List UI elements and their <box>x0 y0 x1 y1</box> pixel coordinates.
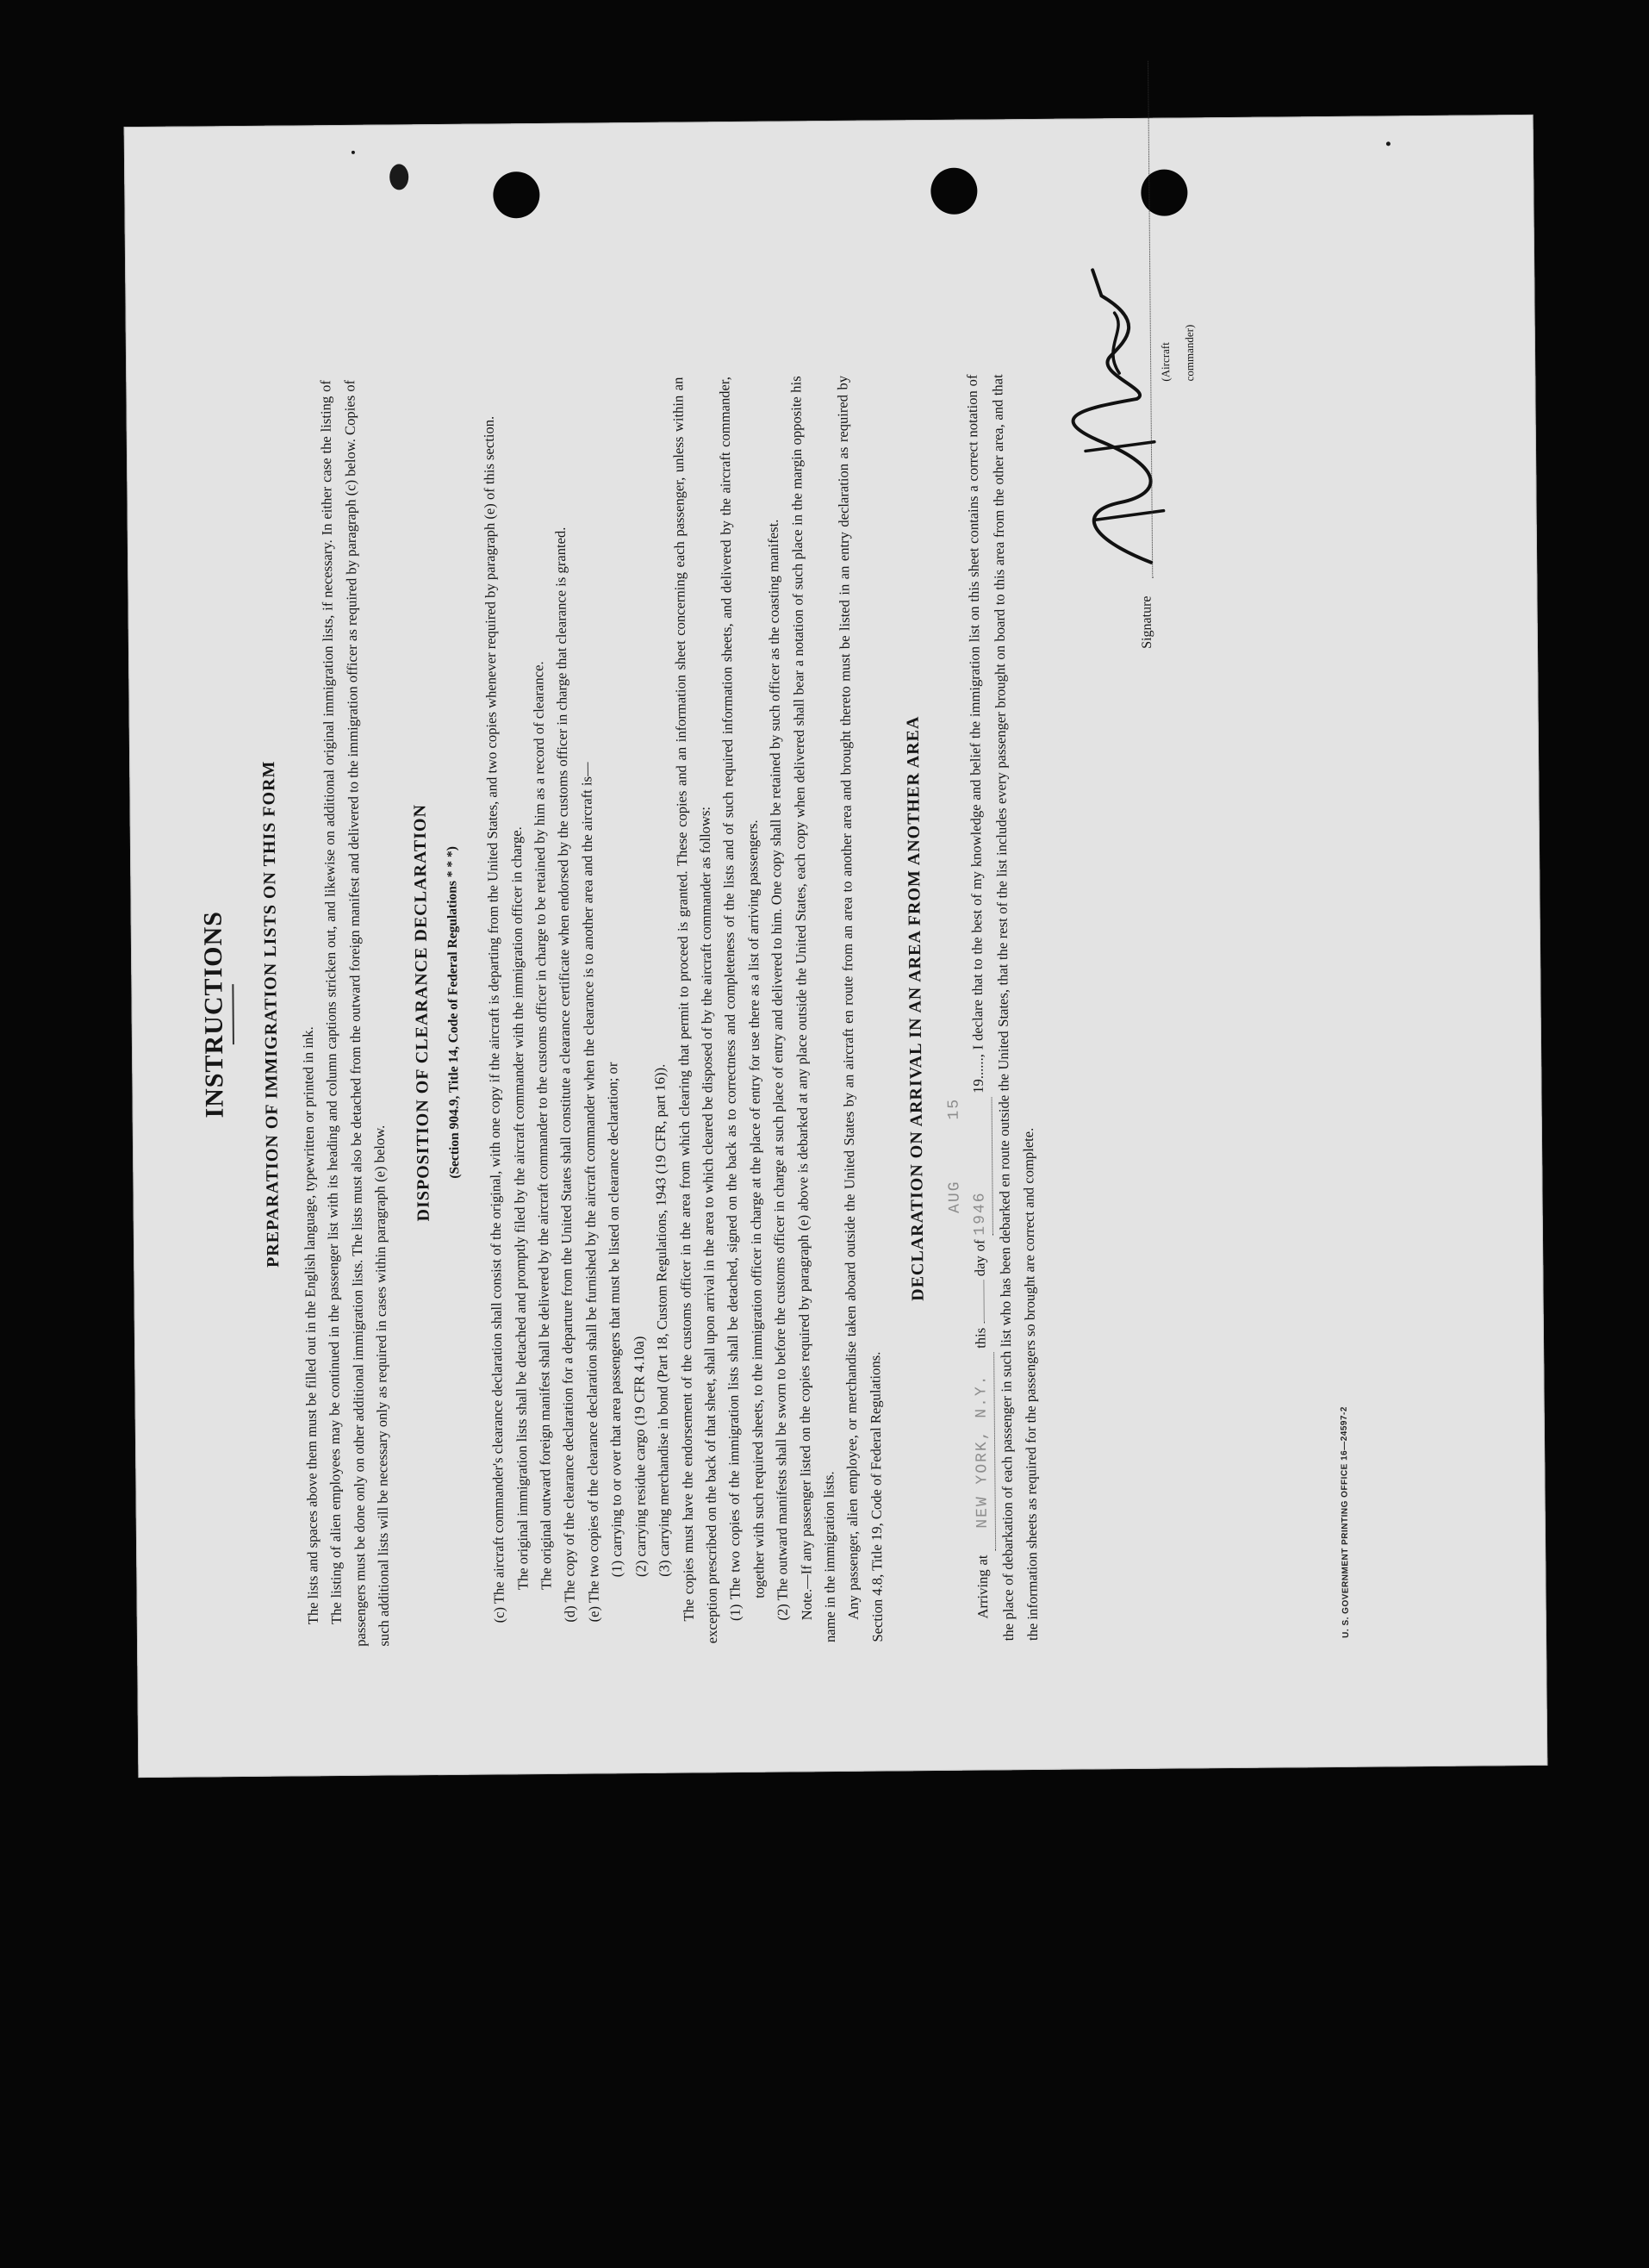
declaration-text: I declare that to the best of my knowledge and belief the immigration list on this sheet contains a correct notation of the place of debarkation of each passenger in such list who has been debarked en route outside the United States, that the rest of the list includes every passenger brought on board to this area from the other area, and that the information sheets as required for the passengers so brought are correct and complete. <box>963 374 1041 1642</box>
signature-label: Signature <box>1139 595 1155 649</box>
signature-caption: (Aircraft commander) <box>1159 324 1196 382</box>
clearance-para-c1: The original immigration lists shall be detached and promptly filed by the aircraft commander with the immigration officer in charge. <box>507 826 532 1591</box>
prep-paragraph-2: The listing of alien employees may be continued in the passenger list with its heading and column captions stricken out, and likewise on additional original immigration lists, if necessary. In either case the listing of passengers must be done only on other additional immigration lists. The lists must also be detached from the outward foreign manifest and delivered to the immigration officer as required by paragraph (c) below. Copies of such additional lists will be necessary only as required in cases within paragraph (e) below. <box>317 379 393 1647</box>
clearance-item-e2: (2) carrying residue cargo (19 CFR 4.10a) <box>630 1336 650 1578</box>
signature-block <box>1067 324 1196 1640</box>
day-field <box>983 1280 984 1324</box>
year-label: 19......, <box>969 1054 986 1094</box>
title-rule <box>233 984 235 1044</box>
handwritten-signature <box>1067 261 1173 572</box>
clearance-numbered-2: (2) The outward manifests shall be sworn to before the customs officer in charge at such place of entry and delivered to him. One copy shall be retained by such officer as the coasting manifest. <box>764 519 791 1621</box>
clearance-para-d: (d) The copy of the clearance declaration for a departure from the United States shall constitute a clearance certificate when endorsed by the customs officer in charge that clearance is granted. <box>552 526 579 1623</box>
arrival-heading: DECLARATION ON ARRIVAL IN AN AREA FROM ANOTHER AREA <box>903 715 928 1301</box>
arrival-declaration <box>935 374 1044 1642</box>
clearance-para-c: (c) The aircraft commander's clearance declaration shall consist of the original, with one copy if the aircraft is departing from the United States, and two copies whenever required by paragraph (e) of this section. <box>480 415 508 1623</box>
scanned-form-page <box>124 115 1548 1778</box>
printing-office-imprint: U. S. GOVERNMENT PRINTING OFFICE 16—24597-2 <box>1339 1406 1352 1638</box>
arrival-place-field <box>968 1353 996 1551</box>
clearance-item-e1: (1) carrying to or over that area passengers that must be listed on clearance declaration; or <box>604 1062 625 1578</box>
prep-heading: PREPARATION OF IMMIGRATION LISTS ON THIS FORM <box>259 760 283 1268</box>
page-title: INSTRUCTIONS <box>198 910 229 1118</box>
clearance-numbered-1: (1) The two copies of the immigration lists shall be detached, signed on the back as to correctness and completeness of the lists and of such required information sheets, and delivered by the aircraft commander, together with such required sheets, to the immigration officer in charge at the place of entry for use there as a list of arriving passengers. <box>716 377 768 1622</box>
clearance-item-e3: (3) carrying merchandise in bond (Part 18, Custom Regulations, 1943 (19 CFR, part 16)). <box>651 1063 673 1577</box>
clearance-copies-paragraph: The copies must have the endorsement of the customs officer in the area from which clearing that permit to proceed is granted. These copies and an information sheet concerning each passenger, unless within an exception prescribed on the back of that sheet, shall upon arrival in the area to which cleared be disposed of by the aircraft commander as follows: <box>669 377 720 1644</box>
note-paragraph: Note.—If any passenger listed on the copies required by paragraph (e) above is debarked at any place outside the United States, each copy when delivered shall bear a notation of such place in the margin opposite his name in the immigration lists. <box>787 376 838 1643</box>
day-of-label: day of <box>970 1239 988 1277</box>
month-field <box>941 1098 993 1237</box>
arriving-at-label: Arriving at <box>974 1555 991 1619</box>
clearance-heading: DISPOSITION OF CLEARANCE DECLARATION <box>410 803 434 1222</box>
arrival-place-stamp: NEW YORK, N.Y. <box>973 1374 992 1529</box>
this-label: this <box>971 1327 989 1349</box>
clearance-para-c2: The original outward foreign manifest shall be delivered by the aircraft commander to the customs officer in charge to be retained by him as a record of clearance. <box>530 661 555 1591</box>
clearance-para-e: (e) The two copies of the clearance declaration shall be furnished by the aircraft commander when the clearance is to another area and the aircraft is— <box>578 762 602 1623</box>
any-passenger-paragraph: Any passenger, alien employee, or merchandise taken aboard outside the United States by an aircraft en route from an area to another area and brought thereto must be listed in an entry declaration as required by Section 4.8, Title 19, Code of Federal Regulations. <box>834 375 886 1642</box>
prep-paragraph-1: The lists and spaces above them must be filled out in the English language, typewritten or printed in ink. <box>299 1026 321 1625</box>
date-stamp: AUG 15 1946 <box>945 1097 989 1236</box>
rotated-page-content <box>124 115 1548 1778</box>
clearance-subheading: (Section 904.9, Title 14, Code of Federal Regulations * * *) <box>444 846 463 1179</box>
